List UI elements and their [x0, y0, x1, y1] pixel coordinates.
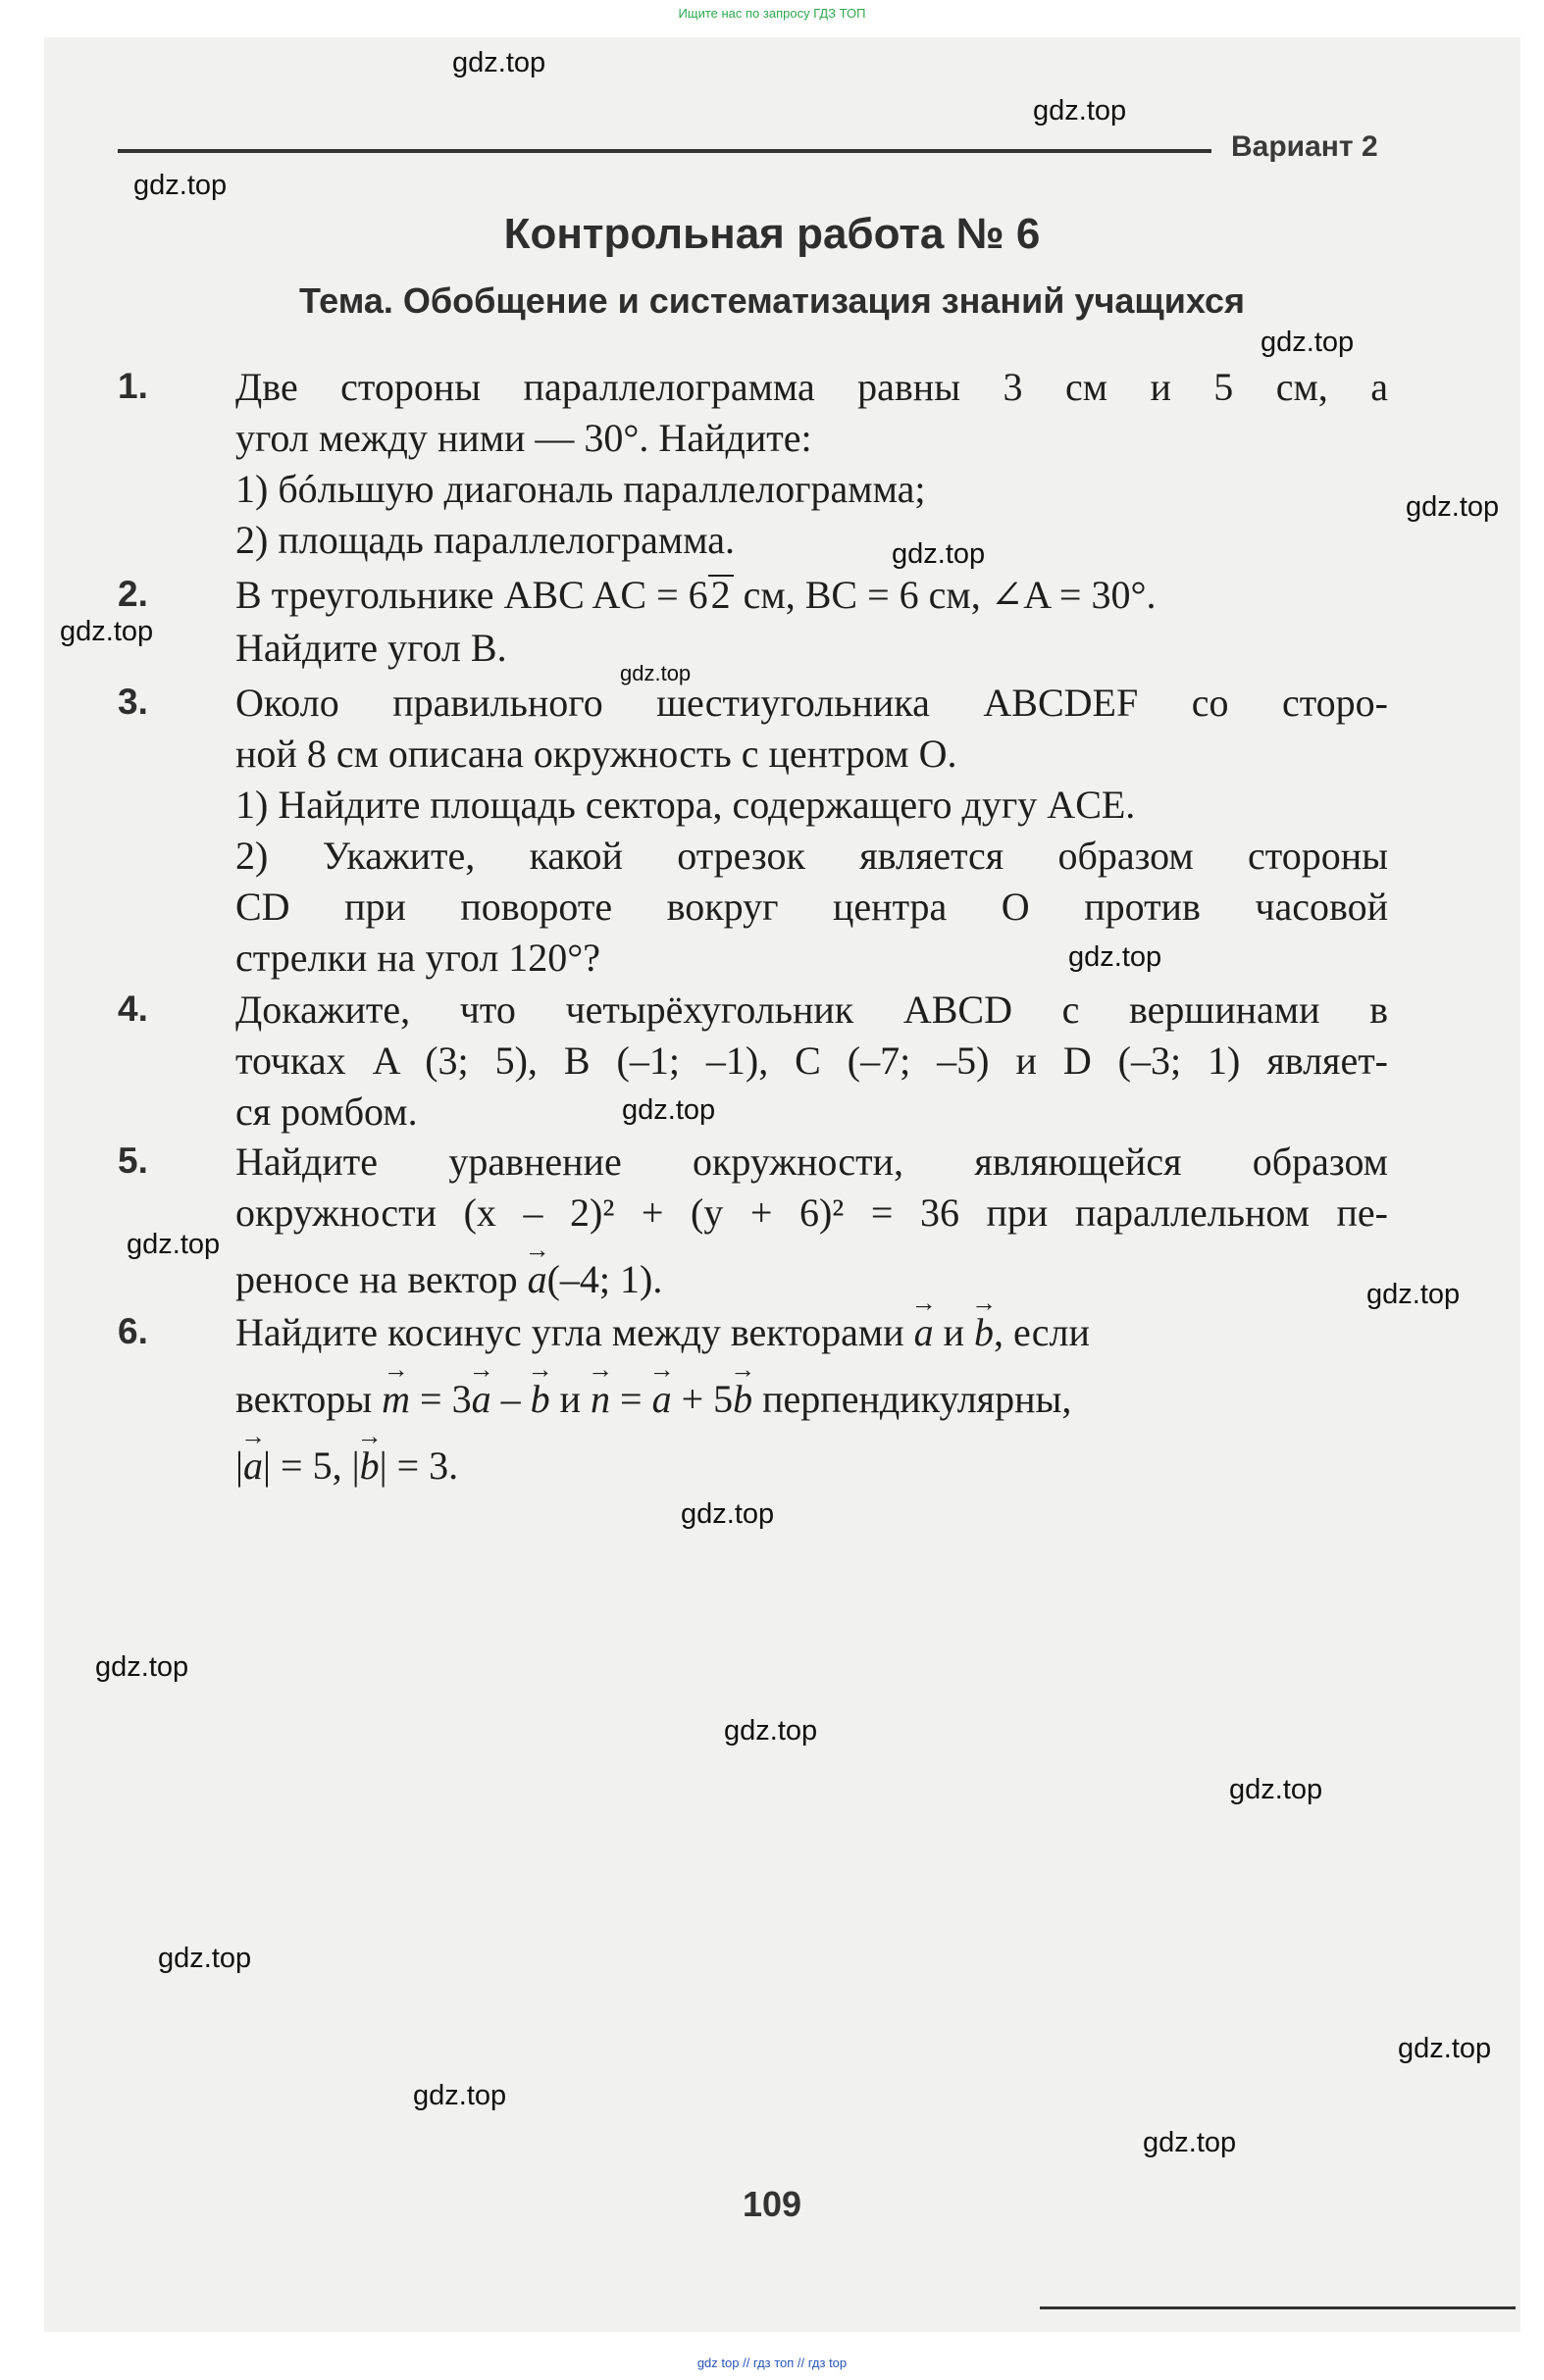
watermark: gdz.top: [95, 1651, 189, 1683]
watermark: gdz.top: [60, 616, 154, 647]
task-6-line-2: [235, 1375, 1388, 1424]
vector-n: → n: [591, 1375, 610, 1424]
task-4-line-3: ся ромбом.: [235, 1089, 418, 1134]
page-number: 109: [742, 2184, 802, 2224]
task-6-text-c: , если: [994, 1310, 1090, 1354]
watermark: gdz.top: [1068, 941, 1162, 973]
watermark: gdz.top: [452, 47, 546, 78]
task-1-number: 1.: [118, 366, 148, 406]
task-3-number: 3.: [118, 682, 148, 722]
task-4-number: 4.: [118, 988, 148, 1029]
watermark: gdz.top: [1366, 1279, 1461, 1310]
task-2-line-2: Найдите угол B.: [235, 626, 507, 670]
vector-m: → m: [382, 1375, 410, 1424]
watermark: gdz.top: [620, 661, 692, 685]
page-subtitle: Тема. Обобщение и систематизация знаний учащихся: [298, 280, 1246, 321]
task-6-text-a: Найдите косинус угла между векторами: [235, 1310, 914, 1354]
task-6-line-3: [235, 1442, 1388, 1491]
task-6-text-e: = 3: [410, 1377, 472, 1421]
vector-a: → a: [528, 1255, 547, 1304]
task-3-line-2: ной 8 см описана окружность с центром O.: [235, 732, 957, 776]
task-2-line-1: [235, 571, 1388, 620]
task-6-text-j: перпендикулярны,: [752, 1377, 1072, 1421]
task-6-text-i: + 5: [671, 1377, 734, 1421]
header-rule: [118, 149, 1211, 153]
task-3-line-3: 1) Найдите площадь сектора, содержащего дугу ACE.: [235, 783, 1136, 827]
vector-b: → b: [531, 1375, 550, 1424]
footer-links[interactable]: gdz top // гдз топ // гдз top: [696, 2355, 848, 2370]
watermark: gdz.top: [1229, 1774, 1323, 1805]
task-5-line-3: [235, 1255, 1388, 1304]
task-2-text-b: см, BC = 6 см, ∠A = 30°.: [733, 573, 1157, 617]
page-title: Контрольная работа № 6: [503, 210, 1041, 258]
watermark: gdz.top: [622, 1094, 716, 1126]
task-2-text-a: В треугольнике ABC AC = 6: [235, 573, 708, 617]
task-3-line-1: Около правильного шестиугольника ABCDEF со сторо-: [235, 681, 1388, 725]
task-5-line-2: окружности (x – 2)² + (y + 6)² = 36 при параллельном пе-: [235, 1190, 1388, 1235]
task-6-text-k: |: [235, 1443, 244, 1488]
watermark: gdz.top: [681, 1498, 775, 1530]
task-6-text-d: векторы: [235, 1377, 383, 1421]
task-6-text-b: и: [933, 1310, 975, 1354]
task-6-text-l: | = 5, |: [263, 1443, 360, 1488]
watermark: gdz.top: [413, 2080, 507, 2111]
vector-b: → b: [360, 1442, 380, 1491]
vector-a: → a: [914, 1308, 934, 1357]
task-1-line-1: Две стороны параллелограмма равны 3 см и 5 см, а: [235, 365, 1388, 409]
watermark: gdz.top: [133, 170, 228, 201]
footer-rule: [1040, 2306, 1516, 2309]
task-5-text-b: (–4; 1).: [546, 1257, 663, 1301]
task-1-line-4: 2) площадь параллелограмма.: [235, 518, 736, 562]
task-6-text-h: =: [610, 1377, 652, 1421]
watermark: gdz.top: [158, 1943, 252, 1974]
watermark: gdz.top: [1406, 491, 1500, 523]
task-1-line-3: 1) бóльшую диагональ параллелограмма;: [235, 467, 926, 511]
vector-a: → a: [652, 1375, 672, 1424]
task-5-number: 5.: [118, 1140, 148, 1181]
task-4-line-2: точках A (3; 5), B (–1; –1), C (–7; –5) и D (–3; 1) являет-: [235, 1038, 1388, 1083]
watermark: gdz.top: [127, 1229, 221, 1260]
variant-label: Вариант 2: [1231, 130, 1378, 163]
task-6-text-m: | = 3.: [379, 1443, 459, 1488]
watermark: gdz.top: [1398, 2033, 1492, 2064]
task-6-text-g: и: [549, 1377, 591, 1421]
task-6-number: 6.: [118, 1311, 148, 1351]
vector-b: → b: [974, 1308, 994, 1357]
vector-b: → b: [733, 1375, 752, 1424]
watermark: gdz.top: [1261, 327, 1355, 358]
top-banner[interactable]: Ищите нас по запросу ГДЗ ТОП: [678, 6, 866, 21]
watermark: gdz.top: [892, 538, 986, 570]
task-6-text-f: –: [490, 1377, 531, 1421]
vector-a: → a: [472, 1375, 491, 1424]
watermark: gdz.top: [1033, 95, 1127, 127]
task-5-line-1: Найдите уравнение окружности, являющейся образом: [235, 1139, 1388, 1184]
watermark: gdz.top: [1143, 2127, 1237, 2158]
task-3-line-4: 2) Укажите, какой отрезок является образом стороны: [235, 834, 1388, 878]
task-1-line-2: угол между ними — 30°. Найдите:: [235, 416, 812, 460]
sqrt-radicand: 2: [708, 575, 734, 614]
task-4-line-1: Докажите, что четырёхугольник ABCD с вершинами в: [235, 987, 1388, 1032]
vector-a: → a: [243, 1442, 263, 1491]
task-3-line-5: CD при повороте вокруг центра O против часовой: [235, 885, 1388, 929]
task-5-text-a: реносе на вектор: [235, 1257, 528, 1301]
task-3-line-6: стрелки на угол 120°?: [235, 936, 601, 980]
watermark: gdz.top: [724, 1715, 818, 1747]
task-2-number: 2.: [118, 574, 148, 614]
